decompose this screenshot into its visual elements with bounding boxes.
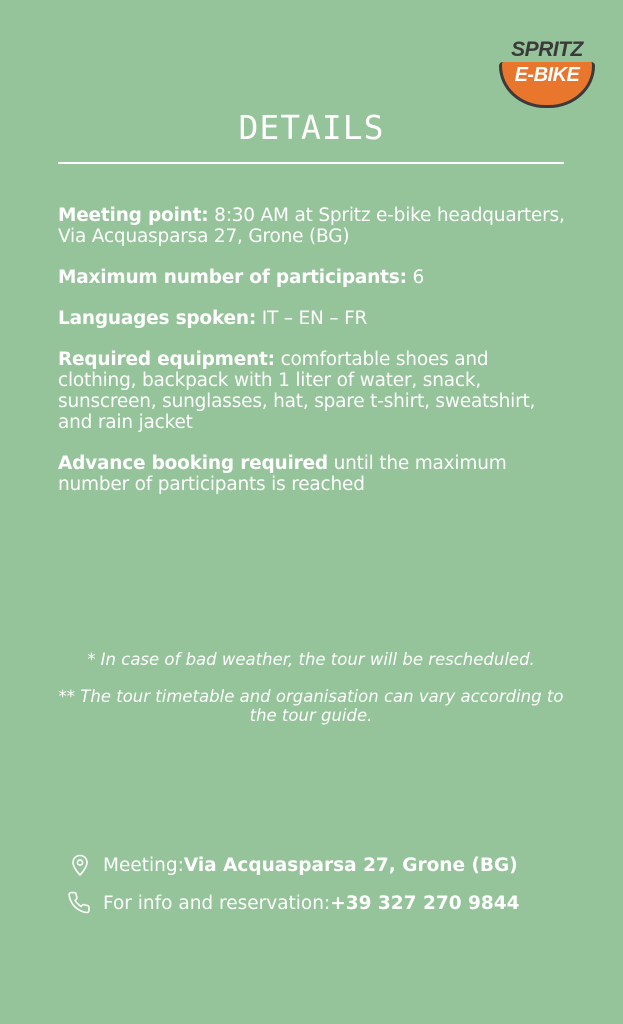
title-divider xyxy=(58,162,564,164)
note-weather: * In case of bad weather, the tour will be rescheduled. xyxy=(87,650,535,669)
detail-label: Meeting point: xyxy=(58,205,209,226)
detail-text: 6 xyxy=(406,267,425,288)
detail-label: Advance booking required xyxy=(58,453,328,474)
detail-label: Maximum number of participants: xyxy=(58,267,407,288)
page-title: DETAILS xyxy=(238,108,385,147)
detail-meeting-point xyxy=(58,205,568,247)
meeting-row xyxy=(68,852,598,878)
logo-text-top: SPRITZ xyxy=(511,38,583,61)
detail-label: Languages spoken: xyxy=(58,308,257,329)
logo-text-bottom: E-BIKE xyxy=(514,64,580,86)
note-timetable: ** The tour timetable and organisation can vary according to the tour guide. xyxy=(58,687,564,725)
phone-icon xyxy=(68,891,92,915)
detail-label: Required equipment: xyxy=(58,349,275,370)
detail-text: IT – EN – FR xyxy=(256,308,368,329)
meeting-address: Via Acquasparsa 27, Grone (BG) xyxy=(183,854,518,876)
footnotes xyxy=(58,650,564,743)
detail-text: 8:30 AM at Spritz e-bike headquarters, Via Acquasparsa 27, Grone (BG) xyxy=(58,205,565,247)
detail-booking xyxy=(58,453,568,495)
phone-number[interactable]: +39 327 270 9844 xyxy=(330,892,520,914)
info-row xyxy=(68,890,598,916)
spritz-ebike-logo xyxy=(497,36,597,116)
location-pin-icon xyxy=(68,853,92,877)
contact-info xyxy=(68,852,598,928)
meeting-label: Meeting: xyxy=(103,854,184,876)
detail-text: comfortable shoes and clothing, backpack with 1 liter of water, snack, sunscreen, sunglasses, hat, spare t-shirt, sweatshirt, and rain jacket xyxy=(58,349,536,433)
detail-text: until the maximum number of participants is reached xyxy=(58,453,507,495)
detail-equipment xyxy=(58,349,568,433)
detail-languages xyxy=(58,308,568,329)
details-list xyxy=(58,205,568,515)
info-label: For info and reservation: xyxy=(103,892,331,914)
detail-max-participants xyxy=(58,267,568,288)
